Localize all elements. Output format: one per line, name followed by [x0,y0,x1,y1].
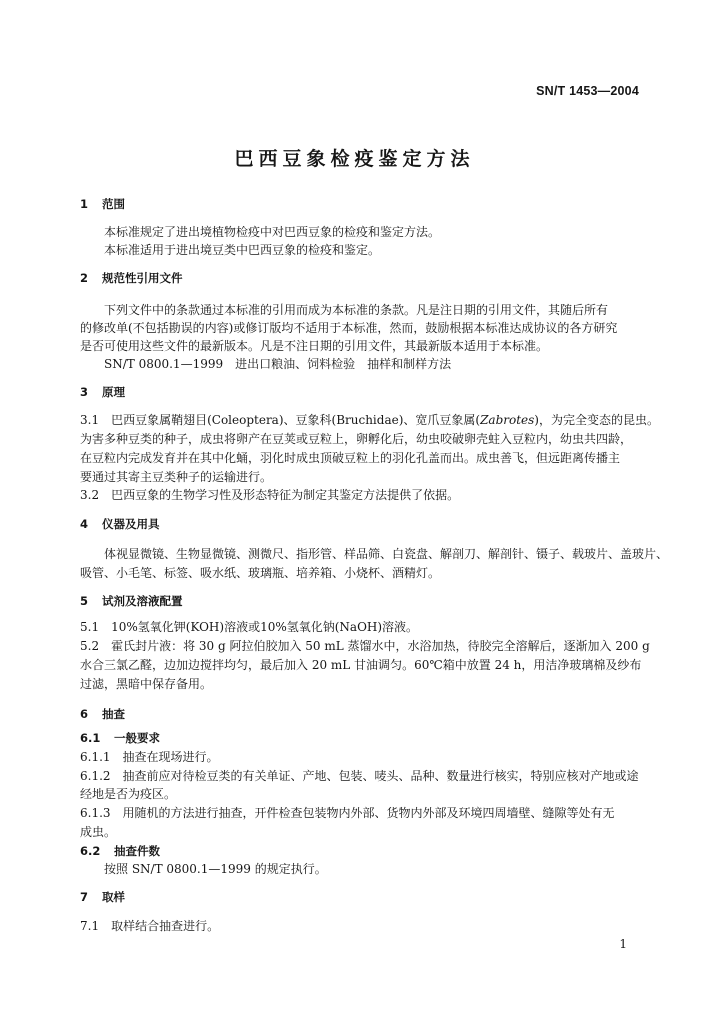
clause-6-1-3: 6.1.3 用随机的方法进行抽查，开件检查包装物内外部、货物内外部及环境四周墙壁、缝隙等处有无 [80,806,615,820]
genus-name: Zabrotes [480,413,535,427]
subsection-title: 一般要求 [114,731,160,745]
paragraph-line: 经地是否为疫区。 [80,787,177,801]
clause-5-1: 5.1 10%氢氧化钾(KOH)溶液或10%氢氧化钠(NaOH)溶液。 [80,620,419,634]
section-5-heading [80,593,183,609]
paragraph-line: 为害多种豆类的种子，成虫将卵产在豆荚或豆粒上，卵孵化后，幼虫咬破卵壳蛀入豆粒内，幼虫共四龄， [80,432,633,446]
section-2-heading [80,270,183,286]
standard-code: SN/T 1453—2004 [536,84,639,98]
paragraph: 本标准适用于进出境豆类中巴西豆象的检疫和鉴定。 [104,243,381,257]
section-title: 抽查 [102,707,125,721]
clause-6-2: 按照 SN/T 0800.1—1999 的规定执行。 [104,862,327,876]
section-title: 范围 [102,197,125,211]
section-number: 6 [80,707,89,721]
section-title: 仪器及用具 [102,517,160,531]
section-number: 3 [80,385,89,399]
paragraph-line: 下列文件中的条款通过本标准的引用而成为本标准的条款。凡是注日期的引用文件，其随后所有 [104,303,609,317]
subsection-6-2-heading [80,843,160,859]
section-3-heading [80,384,125,400]
normative-reference: SN/T 0800.1—1999 进出口粮油、饲料检验 抽样和制样方法 [104,357,452,371]
clause-text: 3.1 巴西豆象属鞘翅目(Coleoptera)、豆象科(Bruchidae)、宽爪豆象属( [80,413,481,427]
section-number: 1 [80,197,89,211]
paragraph-line: 过滤，黑暗中保存备用。 [80,677,213,691]
section-number: 2 [80,271,89,285]
clause-3-2: 3.2 巴西豆象的生物学习性及形态特征为制定其鉴定方法提供了依据。 [80,488,460,502]
clause-6-1-1: 6.1.1 抽查在现场进行。 [80,750,219,764]
section-number: 5 [80,594,89,608]
document-title: 巴西豆象检疫鉴定方法 [234,148,475,170]
paragraph-line: 吸管、小毛笔、标签、吸水纸、玻璃瓶、培养箱、小烧杯、酒精灯。 [80,566,441,580]
clause-text: )，为完全变态的昆虫。 [534,413,659,427]
section-title: 原理 [102,385,125,399]
subsection-number: 6.2 [80,844,101,858]
paragraph-line: 成虫。 [80,825,117,839]
section-4-heading [80,516,160,532]
clause-7-1: 7.1 取样结合抽查进行。 [80,919,220,933]
paragraph-line: 体视显微镜、生物显微镜、测微尺、指形管、样品筛、白瓷盘、解剖刀、解剖针、镊子、载玻片、盖玻片、 [104,547,669,561]
subsection-number: 6.1 [80,731,101,745]
paragraph-line: 的修改单(不包括勘误的内容)或修订版均不适用于本标准，然而，鼓励根据本标准达成协议的各方研究 [80,321,618,335]
clause-5-2: 5.2 霍氏封片液：将 30 g 阿拉伯胶加入 50 mL 蒸馏水中，水浴加热，待胶完全溶解后，逐渐加入 200 g [80,639,650,653]
subsection-6-1-heading [80,730,160,746]
section-6-heading [80,706,125,722]
paragraph-line: 要通过其寄主豆类种子的运输进行。 [80,470,273,484]
section-1-heading [80,196,125,212]
section-number: 4 [80,517,89,531]
clause-6-1-2: 6.1.2 抽查前应对待检豆类的有关单证、产地、包装、唛头、品种、数量进行核实，特别应核对产地或途 [80,769,639,783]
page-number: 1 [619,937,627,951]
section-title: 试剂及溶液配置 [102,594,183,608]
clause-3-1 [80,412,659,428]
section-title: 取样 [102,890,125,904]
paragraph-line: 水合三氯乙醛，边加边搅拌均匀，最后加入 20 mL 甘油调匀。60℃箱中放置 24 h，用洁净玻璃棉及纱布 [80,658,642,672]
section-title: 规范性引用文件 [102,271,183,285]
paragraph: 本标准规定了进出境植物检疫中对巴西豆象的检疫和鉴定方法。 [104,225,441,239]
subsection-title: 抽查件数 [114,844,160,858]
paragraph-line: 是否可使用这些文件的最新版本。凡是不注日期的引用文件，其最新版本适用于本标准。 [80,339,549,353]
section-7-heading [80,889,125,905]
paragraph-line: 在豆粒内完成发育并在其中化蛹，羽化时成虫顶破豆粒上的羽化孔盖而出。成虫善飞，但远距离传播主 [80,451,621,465]
section-number: 7 [80,890,89,904]
